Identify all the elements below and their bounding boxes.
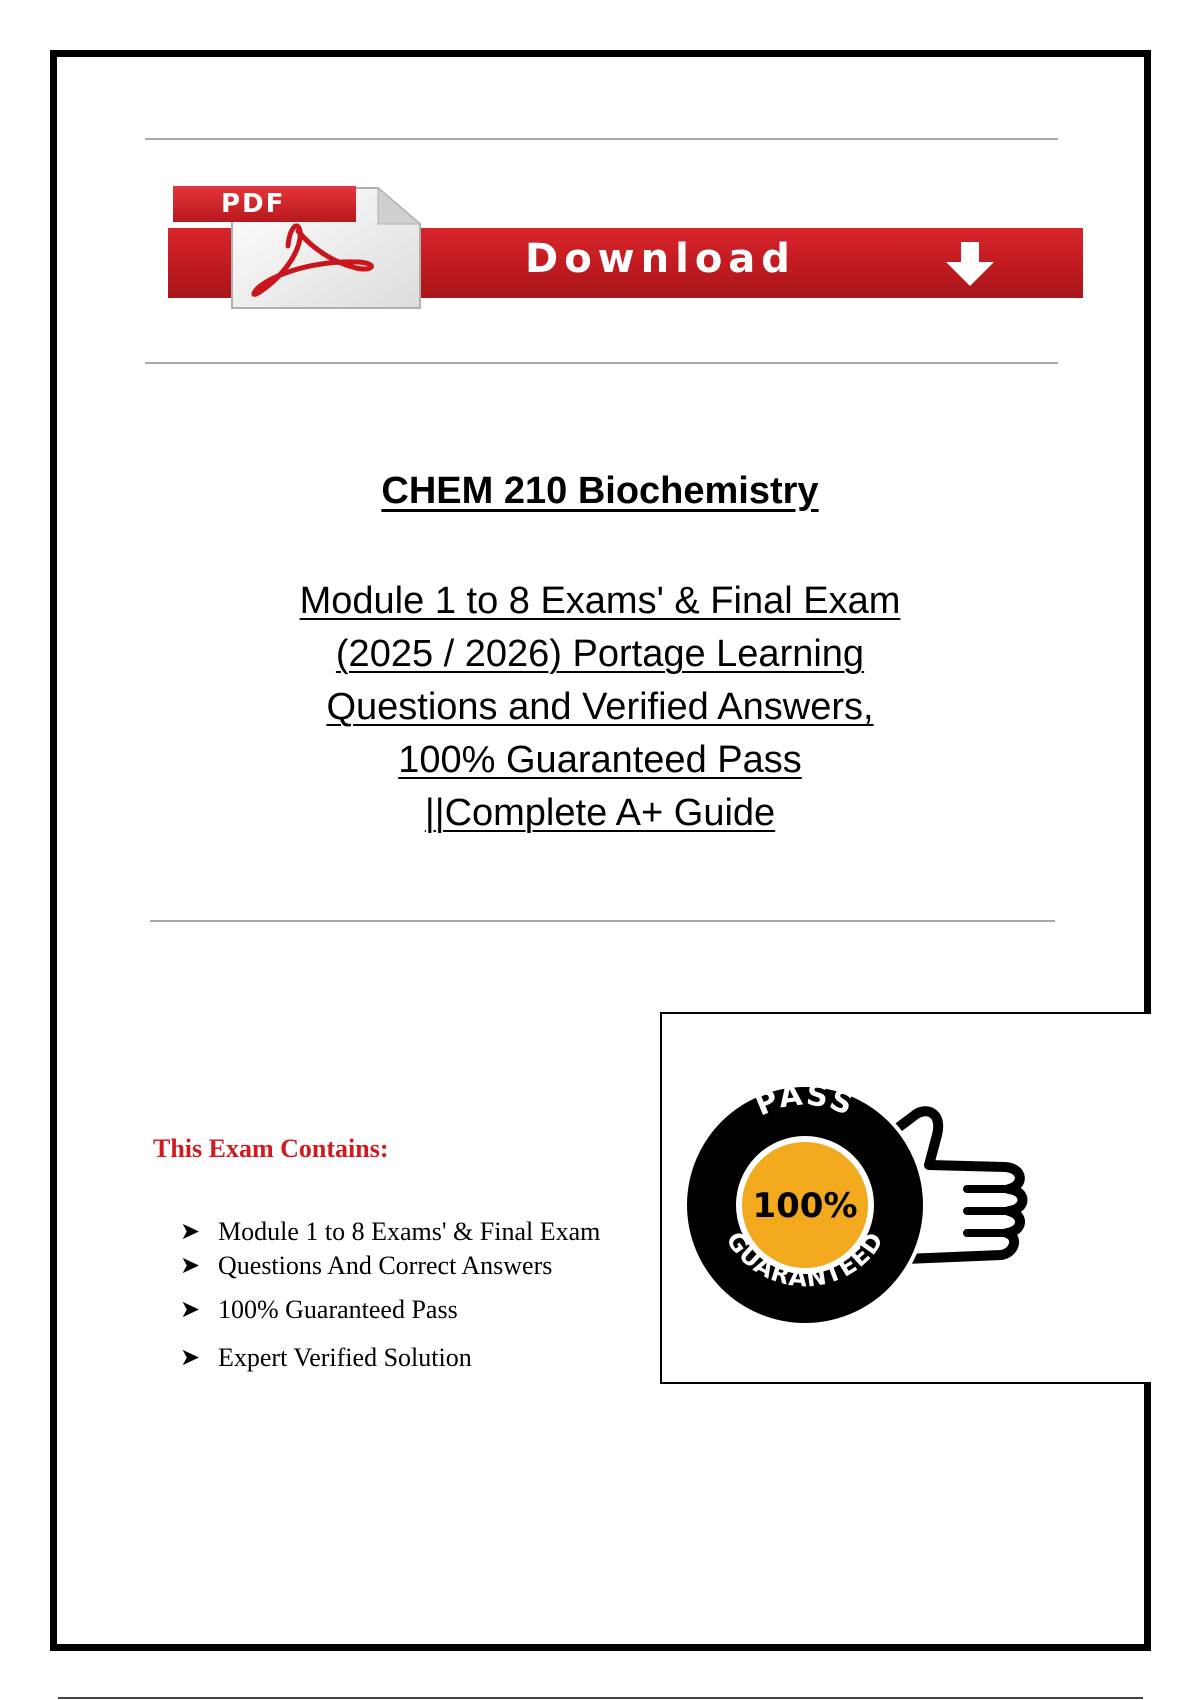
- subtitle-line: (2025 / 2026) Portage Learning: [335, 633, 865, 675]
- badge-top-text: PASS: [750, 1077, 860, 1124]
- list-item-label: Expert Verified Solution: [218, 1343, 472, 1372]
- document-subtitle: [0, 575, 1200, 840]
- list-item-label: Module 1 to 8 Exams' & Final Exam: [218, 1217, 601, 1246]
- badge-center-text: 100%: [752, 1186, 858, 1226]
- list-item: [180, 1215, 600, 1249]
- contents-list: [180, 1215, 600, 1375]
- subtitle-line: Questions and Verified Answers,: [326, 686, 874, 728]
- subtitle-line: Module 1 to 8 Exams' & Final Exam: [299, 580, 901, 622]
- arrow-bullet-icon: ➤: [180, 1345, 201, 1371]
- list-item: [180, 1249, 600, 1283]
- arrow-bullet-icon: ➤: [180, 1253, 201, 1279]
- list-item-label: 100% Guaranteed Pass: [218, 1295, 458, 1324]
- arrow-bullet-icon: ➤: [180, 1219, 201, 1245]
- badge-bottom-text: GUARANTEED: [720, 1226, 890, 1293]
- subtitle-line: 100% Guaranteed Pass: [398, 739, 802, 781]
- document-title: CHEM 210 Biochemistry: [381, 470, 819, 512]
- divider: [145, 138, 1058, 140]
- pdf-label: PDF: [173, 186, 356, 222]
- divider: [145, 362, 1058, 364]
- download-arrow-icon[interactable]: [940, 240, 1000, 288]
- list-item-label: Questions And Correct Answers: [218, 1251, 553, 1280]
- list-item: [180, 1341, 600, 1375]
- arrow-bullet-icon: ➤: [180, 1297, 201, 1323]
- pass-guaranteed-badge: [675, 1075, 1065, 1335]
- footer-divider: [58, 1697, 1143, 1699]
- divider: [150, 920, 1055, 922]
- download-label[interactable]: Download: [525, 236, 796, 282]
- contents-heading: This Exam Contains:: [153, 1134, 389, 1163]
- list-item: [180, 1293, 600, 1327]
- subtitle-line: ||Complete A+ Guide: [424, 792, 776, 834]
